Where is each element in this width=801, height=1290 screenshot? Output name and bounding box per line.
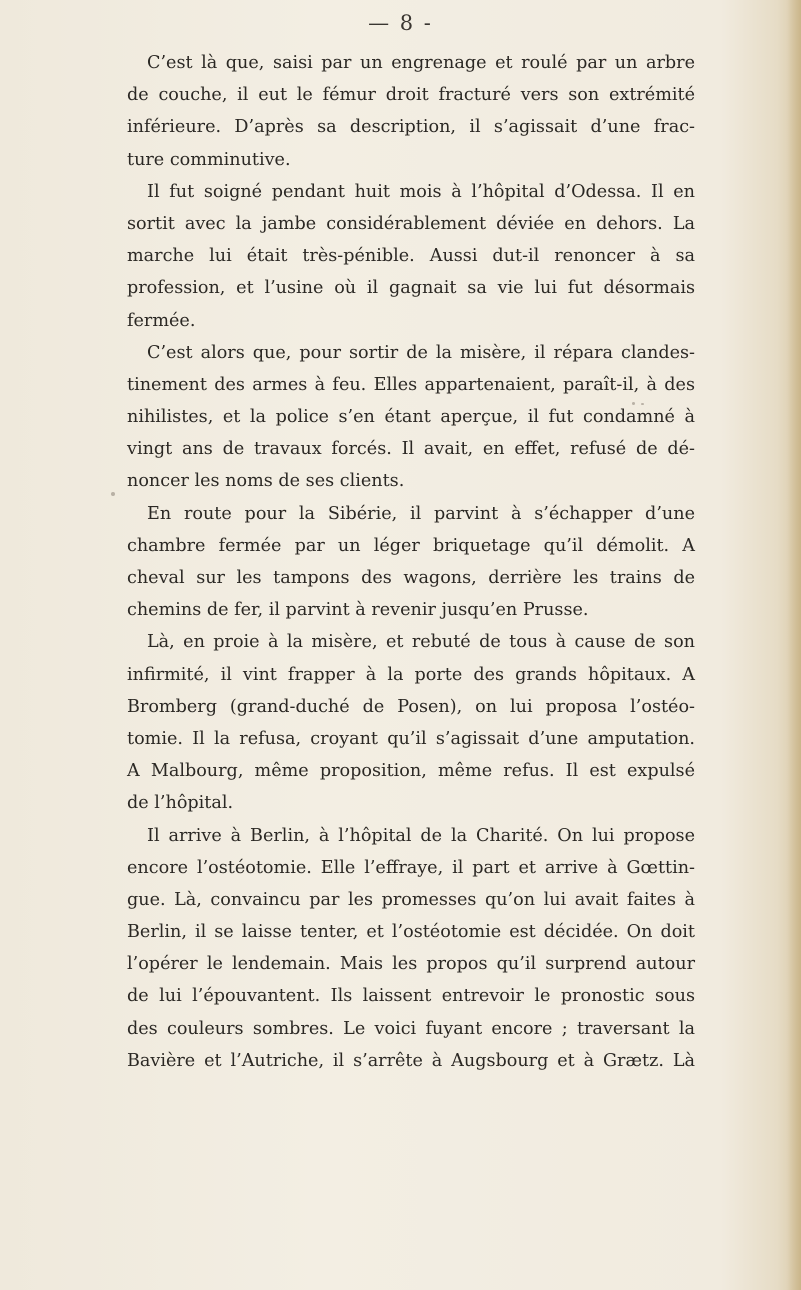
text-line: Bromberg (grand-duché de Posen), on lui proposa l’ostéo- <box>127 696 695 717</box>
text-line: Là, en proie à la misère, et rebuté de tous à cause de son <box>147 632 695 653</box>
text-line: Il fut soigné pendant huit mois à l’hôpital d’Odessa. Il en <box>147 181 695 202</box>
text-line: cheval sur les tampons des wagons, derrière les trains de <box>127 568 695 588</box>
text-line: tomie. Il la refusa, croyant qu’il s’agissait d’une amputation. <box>127 728 695 749</box>
text-line: nihilistes, et la police s’en étant aperçue, il fut condamné à <box>127 407 695 428</box>
text-line: infirmité, il vint frapper à la porte des grands hôpitaux. A <box>127 664 695 685</box>
text-line: de l’hôpital. <box>127 793 234 814</box>
text-line: tinement des armes à feu. Elles appartenaient, paraît-il, à des <box>127 374 695 395</box>
text-line: C’est alors que, pour sortir de la misère, il répara clandes- <box>147 342 695 363</box>
page-number: — 8 - <box>368 11 433 35</box>
text-line: fermée. <box>127 310 196 331</box>
text-line: de couche, il eut le fémur droit fracturé vers son extrémité <box>127 85 695 106</box>
text-line: sortit avec la jambe considérablement déviée en dehors. La <box>127 213 695 234</box>
text-line: A Malbourg, même proposition, même refus. Il est expulsé <box>127 761 695 782</box>
page-edge-shadow <box>787 0 801 1290</box>
text-line: chemins de fer, il parvint à revenir jusqu’en Prusse. <box>127 600 589 621</box>
text-line: de lui l’épouvantent. Ils laissent entrevoir le pronostic sous <box>127 986 695 1007</box>
text-line: Bavière et l’Autriche, il s’arrête à Augsbourg et à Grætz. Là <box>127 1050 695 1071</box>
text-line: l’opérer le lendemain. Mais les propos qu’il surprend autour <box>127 954 695 975</box>
text-line: marche lui était très-pénible. Aussi dut-il renoncer à sa <box>127 246 695 267</box>
text-line: des couleurs sombres. Le voici fuyant encore ; traversant la <box>127 1018 695 1039</box>
text-line: C’est là que, saisi par un engrenage et roulé par un arbre <box>147 53 695 73</box>
text-line: gue. Là, convaincu par les promesses qu’on lui avait faites à <box>127 889 695 910</box>
text-line: encore l’ostéotomie. Elle l’effraye, il part et arrive à Gœttin- <box>127 857 695 878</box>
text-line: ture comminutive. <box>127 149 291 170</box>
paper-speck <box>641 403 644 405</box>
paper-speck <box>632 402 635 405</box>
paper-speck <box>111 492 115 496</box>
body-text <box>127 47 695 1077</box>
text-line: chambre fermée par un léger briquetage qu’il démolit. A <box>127 535 695 556</box>
text-line: profession, et l’usine où il gagnait sa vie lui fut désormais <box>127 278 695 299</box>
text-line: Il arrive à Berlin, à l’hôpital de la Charité. On lui propose <box>147 825 695 846</box>
text-line: En route pour la Sibérie, il parvint à s’échapper d’une <box>147 503 695 524</box>
text-line: vingt ans de travaux forcés. Il avait, en effet, refusé de dé- <box>127 439 695 460</box>
text-line: noncer les noms de ses clients. <box>127 471 405 492</box>
text-line: Berlin, il se laisse tenter, et l’ostéotomie est décidée. On doit <box>127 922 695 943</box>
text-line: inférieure. D’après sa description, il s’agissait d’une frac- <box>127 117 695 138</box>
